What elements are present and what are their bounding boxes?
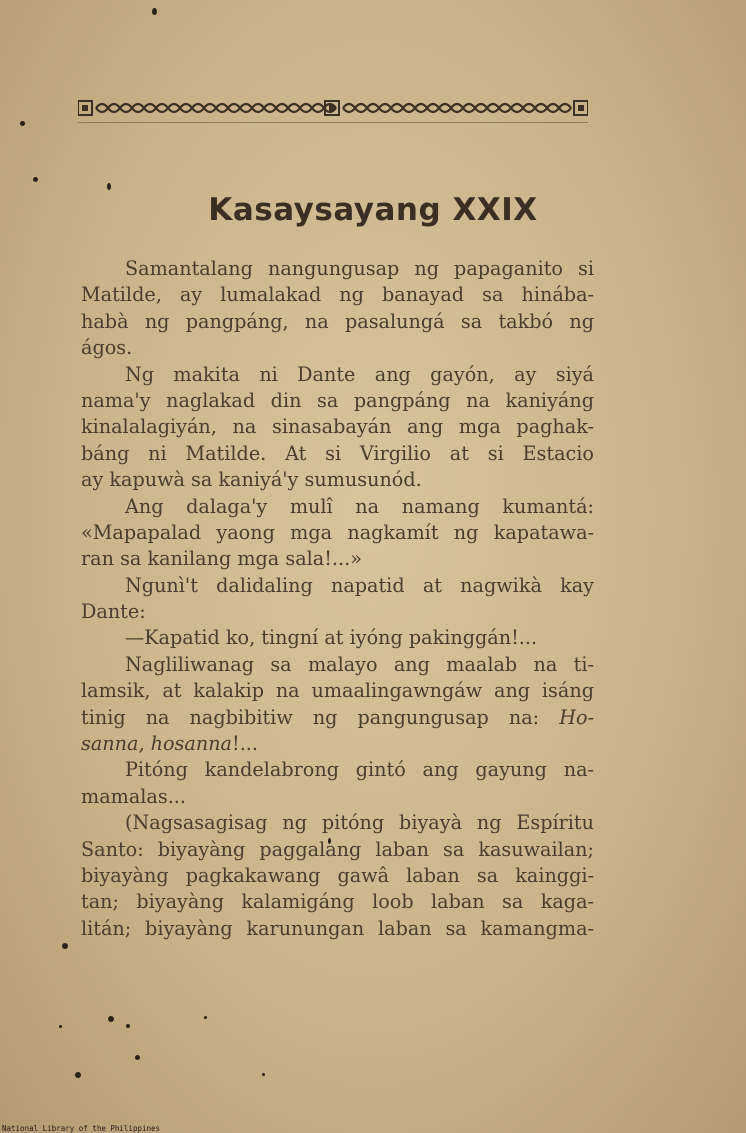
speck xyxy=(126,1024,130,1028)
speck xyxy=(152,8,157,15)
text-line: litán; biyayàng karunungan laban sa kamangma- xyxy=(81,916,594,940)
text-line: ran sa kanilang mga sala!...» xyxy=(81,547,362,571)
text-line: kinalalagiyán, na sinasabayán ang mga paghak- xyxy=(81,415,594,439)
paragraph-6 xyxy=(81,652,594,758)
text-line: Ngunì't dalidaling napatid at nagwikà kay xyxy=(125,573,594,597)
paragraph-7 xyxy=(81,757,594,810)
paragraph-8 xyxy=(81,810,594,942)
text-fragment: tinig na nagbibitiw ng pangungusap na: xyxy=(81,705,560,729)
speck xyxy=(107,183,111,190)
italic-fragment: sanna, hosanna xyxy=(81,732,232,756)
speck xyxy=(59,1025,62,1028)
text-line: lamsik, at kalakip na umaalingawngáw ang isáng xyxy=(81,679,594,703)
text-line: Dante: xyxy=(81,600,146,624)
ornamental-header-band xyxy=(78,98,588,118)
text-line: (Nagsasagisag ng pitóng biyayà ng Espíritu xyxy=(125,811,594,835)
text-line: Nagliliwanag sa malayo ang maalab na ti- xyxy=(125,652,594,676)
paragraph-4 xyxy=(81,573,594,626)
text-line: ágos. xyxy=(81,336,133,360)
text-line xyxy=(81,705,594,731)
header-rule xyxy=(78,122,588,123)
paragraph-2 xyxy=(81,362,594,494)
text-line: «Mapapalad yaong mga nagkamít ng kapatawa- xyxy=(81,520,594,544)
text-line: nama'y naglakad din sa pangpáng na kaniyáng xyxy=(81,388,594,412)
text-line: Santo: biyayàng paggalang laban sa kasuwailan; xyxy=(81,837,594,861)
text-line: ay kapuwà sa kaniyá'y sumusunód. xyxy=(81,468,422,492)
text-line: tan; biyayàng kalamigáng loob laban sa kaga- xyxy=(81,890,594,914)
text-fragment: !... xyxy=(232,732,259,756)
text-line: báng ni Matilde. At si Virgilio at si Estacio xyxy=(81,441,594,465)
text-line: Pitóng kandelabrong gintó ang gayung na- xyxy=(125,758,594,782)
chapter-body xyxy=(81,256,594,942)
italic-fragment: Ho- xyxy=(559,705,594,729)
paragraph-5 xyxy=(81,625,594,651)
text-line: Ang dalaga'y mulî na namang kumantá: xyxy=(125,494,594,518)
text-line: Ng makita ni Dante ang gayón, ay siyá xyxy=(125,362,594,386)
speck xyxy=(62,943,68,949)
paragraph-3 xyxy=(81,494,594,573)
speck xyxy=(33,177,38,182)
paragraph-1 xyxy=(81,256,594,362)
speck xyxy=(75,1072,81,1078)
text-line: habà ng pangpáng, na pasalungá sa takbó ng xyxy=(81,309,594,333)
text-line xyxy=(81,731,594,757)
text-line: biyayàng pagkakawang gawâ laban sa kainggi- xyxy=(81,863,594,887)
chapter-title: Kasaysayang XXIX xyxy=(208,192,538,228)
footer-credit: National Library of the Philippines xyxy=(2,1124,161,1133)
speck xyxy=(204,1016,207,1019)
text-line: Samantalang nangungusap ng papaganito si xyxy=(125,257,594,280)
speck xyxy=(262,1073,265,1076)
text-line: Matilde, ay lumalakad ng banayad sa hinába- xyxy=(81,283,594,307)
text-line: mamalas... xyxy=(81,784,186,808)
speck xyxy=(135,1055,140,1060)
speck xyxy=(20,121,25,126)
text-line: —Kapatid ko, tingní at iyóng pakinggán!... xyxy=(125,626,538,650)
speck xyxy=(108,1016,114,1022)
